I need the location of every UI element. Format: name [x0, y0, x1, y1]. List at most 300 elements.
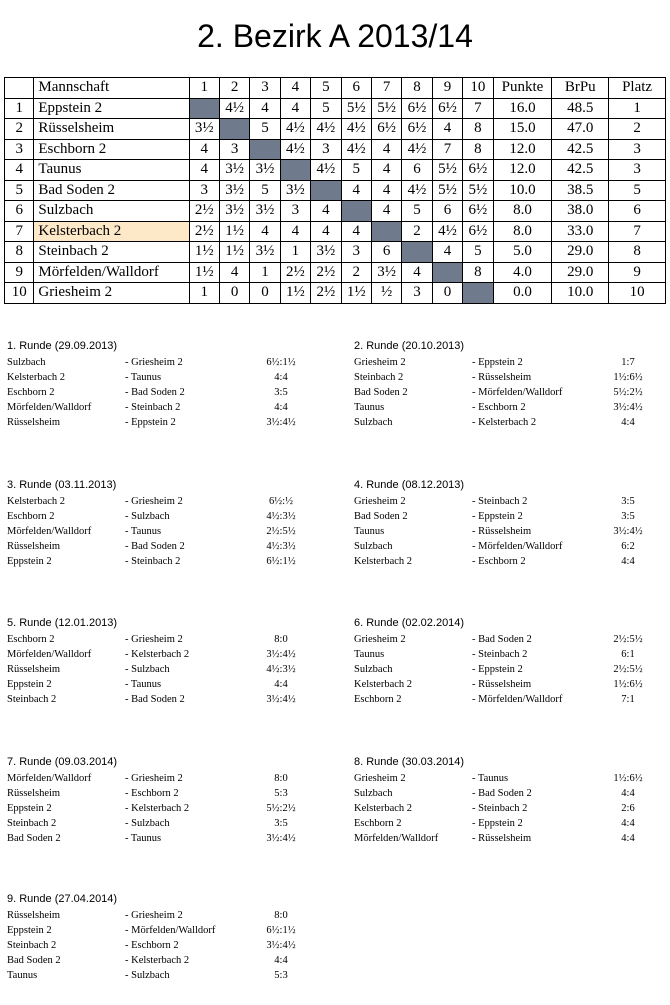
game-row: [7, 400, 327, 415]
game-score: 3½:4½: [266, 417, 296, 428]
result-cell: 2: [341, 262, 371, 283]
diagonal-cell: [341, 201, 371, 222]
game-row: [7, 494, 327, 509]
game-score: 6½:1½: [266, 925, 296, 936]
round-block: [354, 617, 664, 707]
column-header: [5, 78, 34, 99]
game-row: [354, 677, 664, 692]
diagonal-cell: [463, 283, 493, 304]
game-row: [7, 953, 327, 968]
game-row: [7, 355, 327, 370]
away-team: - Bad Soden 2: [472, 634, 532, 645]
home-team: Kelsterbach 2: [354, 679, 413, 690]
game-score: 4:4: [274, 372, 288, 383]
game-score: 5:3: [274, 788, 288, 799]
home-team: Steinbach 2: [7, 940, 57, 951]
result-cell: 4½: [219, 98, 249, 119]
home-team: Kelsterbach 2: [7, 496, 66, 507]
game-row: [354, 632, 664, 647]
result-cell: 2½: [189, 201, 219, 222]
home-team: Steinbach 2: [7, 818, 57, 829]
result-cell: 4: [432, 242, 462, 263]
result-cell: 4½: [432, 221, 462, 242]
result-cell: 4: [371, 180, 401, 201]
game-score: 3½:4½: [266, 694, 296, 705]
game-row: [7, 968, 327, 983]
game-row: [354, 554, 664, 569]
home-team: Sulzbach: [354, 788, 393, 799]
points-cell: 12.0: [493, 139, 552, 160]
game-row: [7, 539, 327, 554]
away-team: - Bad Soden 2: [472, 788, 532, 799]
game-score: 8:0: [274, 634, 288, 645]
result-cell: 2: [402, 221, 432, 242]
diagonal-cell: [402, 242, 432, 263]
away-team: - Eppstein 2: [472, 664, 523, 675]
result-cell: 1½: [189, 262, 219, 283]
home-team: Griesheim 2: [354, 357, 406, 368]
points-cell: 0.0: [493, 283, 552, 304]
home-team: Eppstein 2: [7, 556, 52, 567]
result-cell: 2½: [311, 283, 341, 304]
rank-number: 1: [5, 98, 34, 119]
away-team: - Kelsterbach 2: [472, 417, 537, 428]
away-team: - Eppstein 2: [472, 511, 523, 522]
table-row: [5, 119, 666, 140]
team-name: Bad Soden 2: [34, 180, 189, 201]
game-row: [354, 415, 664, 430]
result-cell: 3½: [250, 201, 280, 222]
away-team: - Bad Soden 2: [125, 387, 185, 398]
result-cell: 5: [250, 180, 280, 201]
points-cell: 10.0: [493, 180, 552, 201]
result-cell: 4½: [402, 139, 432, 160]
home-team: Eppstein 2: [7, 679, 52, 690]
away-team: - Eschborn 2: [125, 788, 179, 799]
away-team: - Sulzbach: [125, 664, 170, 675]
game-row: [354, 831, 664, 846]
game-score: 8:0: [274, 773, 288, 784]
home-team: Mörfelden/Walldorf: [7, 773, 92, 784]
round-block: [7, 479, 327, 569]
round-block: [7, 340, 327, 430]
game-score: 6½:½: [269, 496, 293, 507]
away-team: - Kelsterbach 2: [125, 955, 190, 966]
diagonal-cell: [311, 180, 341, 201]
home-team: Griesheim 2: [354, 496, 406, 507]
game-row: [7, 370, 327, 385]
home-team: Sulzbach: [354, 664, 393, 675]
game-score: 3½:4½: [613, 402, 643, 413]
home-team: Mörfelden/Walldorf: [7, 526, 92, 537]
home-team: Mörfelden/Walldorf: [7, 649, 92, 660]
away-team: - Eschborn 2: [472, 402, 526, 413]
table-row: [5, 221, 666, 242]
result-cell: 6½: [371, 119, 401, 140]
game-row: [354, 692, 664, 707]
away-team: - Griesheim 2: [125, 910, 183, 921]
home-team: Steinbach 2: [354, 372, 404, 383]
result-cell: 5: [463, 242, 493, 263]
place-cell: 3: [609, 160, 666, 181]
home-team: Bad Soden 2: [7, 833, 61, 844]
column-header: 10: [463, 78, 493, 99]
game-row: [7, 908, 327, 923]
table-row: [5, 262, 666, 283]
home-team: Rüsselsheim: [7, 910, 61, 921]
result-cell: 8: [463, 262, 493, 283]
result-cell: 6: [371, 242, 401, 263]
game-row: [354, 801, 664, 816]
place-cell: 3: [609, 139, 666, 160]
game-row: [354, 539, 664, 554]
away-team: - Rüsselsheim: [472, 526, 532, 537]
result-cell: 4½: [402, 180, 432, 201]
away-team: - Steinbach 2: [472, 649, 528, 660]
column-header: 5: [311, 78, 341, 99]
away-team: - Taunus: [125, 526, 162, 537]
game-score: 5½:2½: [613, 387, 643, 398]
home-team: Bad Soden 2: [354, 387, 408, 398]
result-cell: 4½: [341, 119, 371, 140]
game-row: [7, 771, 327, 786]
game-row: [354, 494, 664, 509]
home-team: Eschborn 2: [7, 511, 55, 522]
home-team: Rüsselsheim: [7, 788, 61, 799]
page-title: 2. Bezirk A 2013/14: [197, 18, 473, 54]
points-cell: 4.0: [493, 262, 552, 283]
team-name: Rüsselsheim: [34, 119, 189, 140]
column-header: 1: [189, 78, 219, 99]
rank-number: 5: [5, 180, 34, 201]
game-score: 1½:6½: [613, 773, 643, 784]
home-team: Mörfelden/Walldorf: [7, 402, 92, 413]
table-row: [5, 160, 666, 181]
place-cell: 6: [609, 201, 666, 222]
column-header: BrPu: [552, 78, 609, 99]
game-score: 3:5: [274, 387, 288, 398]
place-cell: 10: [609, 283, 666, 304]
game-row: [7, 632, 327, 647]
result-cell: 6½: [432, 98, 462, 119]
away-team: - Griesheim 2: [125, 357, 183, 368]
round-block: [7, 893, 327, 983]
team-name: Steinbach 2: [34, 242, 189, 263]
game-score: 1½:6½: [613, 372, 643, 383]
game-row: [7, 816, 327, 831]
home-team: Griesheim 2: [354, 634, 406, 645]
away-team: - Griesheim 2: [125, 634, 183, 645]
result-cell: 7: [463, 98, 493, 119]
board-points-cell: 42.5: [552, 160, 609, 181]
points-cell: 12.0: [493, 160, 552, 181]
away-team: - Bad Soden 2: [125, 694, 185, 705]
game-score: 4:4: [621, 818, 635, 829]
round-title: 2. Runde (20.10.2013): [354, 340, 465, 352]
round-title: 8. Runde (30.03.2014): [354, 756, 465, 768]
game-score: 6½:1½: [266, 357, 296, 368]
game-score: 3½:4½: [266, 940, 296, 951]
result-cell: 4: [371, 160, 401, 181]
away-team: - Eppstein 2: [472, 818, 523, 829]
result-cell: 3½: [189, 119, 219, 140]
game-row: [7, 677, 327, 692]
column-header: 7: [371, 78, 401, 99]
round-title: 4. Runde (08.12.2013): [354, 479, 465, 491]
board-points-cell: 47.0: [552, 119, 609, 140]
result-cell: 0: [250, 283, 280, 304]
result-cell: 1½: [219, 221, 249, 242]
result-cell: 8: [463, 139, 493, 160]
column-header: 4: [280, 78, 310, 99]
game-score: 4:4: [621, 417, 635, 428]
game-score: 3:5: [621, 511, 635, 522]
result-cell: 6½: [402, 98, 432, 119]
game-score: 1½:6½: [613, 679, 643, 690]
home-team: Taunus: [7, 970, 38, 981]
away-team: - Kelsterbach 2: [125, 649, 190, 660]
result-cell: 2½: [280, 262, 310, 283]
game-row: [354, 771, 664, 786]
away-team: - Taunus: [125, 833, 162, 844]
away-team: - Sulzbach: [125, 511, 170, 522]
board-points-cell: 33.0: [552, 221, 609, 242]
points-cell: 15.0: [493, 119, 552, 140]
board-points-cell: 38.5: [552, 180, 609, 201]
result-cell: 3: [189, 180, 219, 201]
result-cell: 5½: [341, 98, 371, 119]
away-team: - Mörfelden/Walldorf: [472, 541, 563, 552]
result-cell: 4: [250, 98, 280, 119]
rank-number: 3: [5, 139, 34, 160]
home-team: Eschborn 2: [7, 387, 55, 398]
away-team: - Steinbach 2: [125, 556, 181, 567]
rank-number: 2: [5, 119, 34, 140]
away-team: - Mörfelden/Walldorf: [472, 387, 563, 398]
result-cell: 4: [189, 160, 219, 181]
game-row: [354, 385, 664, 400]
place-cell: 7: [609, 221, 666, 242]
result-cell: 6½: [463, 201, 493, 222]
result-cell: 4: [402, 262, 432, 283]
result-cell: 6½: [463, 221, 493, 242]
result-cell: 7: [432, 139, 462, 160]
away-team: - Mörfelden/Walldorf: [125, 925, 216, 936]
game-score: 6:1: [621, 649, 635, 660]
table-row: [5, 180, 666, 201]
board-points-cell: 29.0: [552, 262, 609, 283]
result-cell: 3½: [280, 180, 310, 201]
away-team: - Bad Soden 2: [125, 541, 185, 552]
result-cell: 3½: [371, 262, 401, 283]
result-cell: 3: [280, 201, 310, 222]
home-team: Sulzbach: [354, 541, 393, 552]
team-name: Eppstein 2: [34, 98, 189, 119]
round-title: 5. Runde (12.01.2013): [7, 617, 118, 629]
team-name: Eschborn 2: [34, 139, 189, 160]
game-row: [354, 647, 664, 662]
board-points-cell: 10.0: [552, 283, 609, 304]
result-cell: 5½: [432, 160, 462, 181]
board-points-cell: 38.0: [552, 201, 609, 222]
result-cell: 6½: [463, 160, 493, 181]
result-cell: 0: [219, 283, 249, 304]
result-cell: 6½: [402, 119, 432, 140]
board-points-cell: 42.5: [552, 139, 609, 160]
round-title: 6. Runde (02.02.2014): [354, 617, 465, 629]
home-team: Griesheim 2: [354, 773, 406, 784]
result-cell: 4: [341, 221, 371, 242]
diagonal-cell: [371, 221, 401, 242]
game-score: 5½:2½: [266, 803, 296, 814]
game-score: 3½:4½: [266, 649, 296, 660]
table-row: [5, 98, 666, 119]
home-team: Bad Soden 2: [7, 955, 61, 966]
game-score: 4:4: [274, 955, 288, 966]
table-row: [5, 283, 666, 304]
table-header-row: [5, 78, 666, 99]
round-title: 3. Runde (03.11.2013): [7, 479, 117, 491]
home-team: Sulzbach: [354, 417, 393, 428]
game-score: 6½:1½: [266, 556, 296, 567]
game-row: [354, 816, 664, 831]
result-cell: 1½: [189, 242, 219, 263]
home-team: Sulzbach: [7, 357, 46, 368]
result-cell: 4: [189, 139, 219, 160]
game-row: [7, 509, 327, 524]
game-score: 4:4: [274, 679, 288, 690]
result-cell: 1½: [219, 242, 249, 263]
result-cell: 8: [463, 119, 493, 140]
round-title: 1. Runde (29.09.2013): [7, 340, 118, 352]
game-row: [7, 662, 327, 677]
home-team: Eschborn 2: [7, 634, 55, 645]
game-score: 4½:3½: [266, 664, 296, 675]
result-cell: 1½: [280, 283, 310, 304]
home-team: Kelsterbach 2: [7, 372, 66, 383]
result-cell: 1: [189, 283, 219, 304]
home-team: Taunus: [354, 526, 385, 537]
column-header: 9: [432, 78, 462, 99]
home-team: Kelsterbach 2: [354, 803, 413, 814]
away-team: - Steinbach 2: [472, 803, 528, 814]
game-score: 3½:4½: [266, 833, 296, 844]
rank-number: 6: [5, 201, 34, 222]
place-cell: 1: [609, 98, 666, 119]
game-score: 4:4: [274, 402, 288, 413]
result-cell: 1: [280, 242, 310, 263]
game-row: [7, 692, 327, 707]
place-cell: 9: [609, 262, 666, 283]
result-cell: 4: [432, 119, 462, 140]
rank-number: 4: [5, 160, 34, 181]
game-row: [354, 400, 664, 415]
home-team: Bad Soden 2: [354, 511, 408, 522]
away-team: - Taunus: [125, 372, 162, 383]
game-row: [7, 801, 327, 816]
rank-number: 8: [5, 242, 34, 263]
game-row: [7, 524, 327, 539]
result-cell: 3½: [311, 242, 341, 263]
result-cell: 4½: [311, 119, 341, 140]
game-score: 4:4: [621, 556, 635, 567]
rank-number: 7: [5, 221, 34, 242]
diagonal-cell: [219, 119, 249, 140]
result-cell: 4: [341, 180, 371, 201]
home-team: Steinbach 2: [7, 694, 57, 705]
result-cell: 5: [311, 98, 341, 119]
game-row: [354, 509, 664, 524]
result-cell: 4½: [311, 160, 341, 181]
round-block: [7, 617, 327, 707]
game-row: [7, 831, 327, 846]
result-cell: 3½: [250, 160, 280, 181]
game-row: [7, 385, 327, 400]
result-cell: 3½: [219, 180, 249, 201]
column-header: Mannschaft: [34, 78, 189, 99]
result-cell: 3½: [219, 201, 249, 222]
away-team: - Steinbach 2: [472, 496, 528, 507]
game-score: 4½:3½: [266, 541, 296, 552]
game-row: [354, 370, 664, 385]
game-row: [7, 647, 327, 662]
rank-number: 9: [5, 262, 34, 283]
points-cell: 16.0: [493, 98, 552, 119]
result-cell: 3½: [250, 242, 280, 263]
table-row: [5, 201, 666, 222]
home-team: Rüsselsheim: [7, 664, 61, 675]
place-cell: 8: [609, 242, 666, 263]
game-score: 2:6: [621, 803, 635, 814]
result-cell: 5½: [432, 180, 462, 201]
result-cell: 5: [341, 160, 371, 181]
away-team: - Steinbach 2: [125, 402, 181, 413]
round-title: 9. Runde (27.04.2014): [7, 893, 118, 905]
home-team: Eppstein 2: [7, 803, 52, 814]
home-team: Eschborn 2: [354, 694, 402, 705]
result-cell: 3: [341, 242, 371, 263]
result-cell: 4: [311, 201, 341, 222]
points-cell: 8.0: [493, 221, 552, 242]
away-team: - Eppstein 2: [472, 357, 523, 368]
result-cell: 3: [311, 139, 341, 160]
diagonal-cell: [432, 262, 462, 283]
result-cell: 5: [250, 119, 280, 140]
round-block: [354, 479, 664, 569]
away-team: - Sulzbach: [125, 970, 170, 981]
team-name: Taunus: [34, 160, 189, 181]
home-team: Eschborn 2: [354, 818, 402, 829]
result-cell: 6: [402, 160, 432, 181]
game-score: 5:3: [274, 970, 288, 981]
result-cell: 2½: [189, 221, 219, 242]
result-cell: 1½: [341, 283, 371, 304]
column-header: Punkte: [493, 78, 552, 99]
home-team: Taunus: [354, 649, 385, 660]
points-cell: 5.0: [493, 242, 552, 263]
game-score: 6:2: [621, 541, 635, 552]
away-team: - Griesheim 2: [125, 773, 183, 784]
game-score: 2½:5½: [266, 526, 296, 537]
standings-table: [4, 77, 666, 304]
game-row: [7, 786, 327, 801]
home-team: Eppstein 2: [7, 925, 52, 936]
diagonal-cell: [189, 98, 219, 119]
game-score: 3½:4½: [613, 526, 643, 537]
game-score: 7:1: [621, 694, 635, 705]
column-header: 6: [341, 78, 371, 99]
result-cell: 4: [250, 221, 280, 242]
